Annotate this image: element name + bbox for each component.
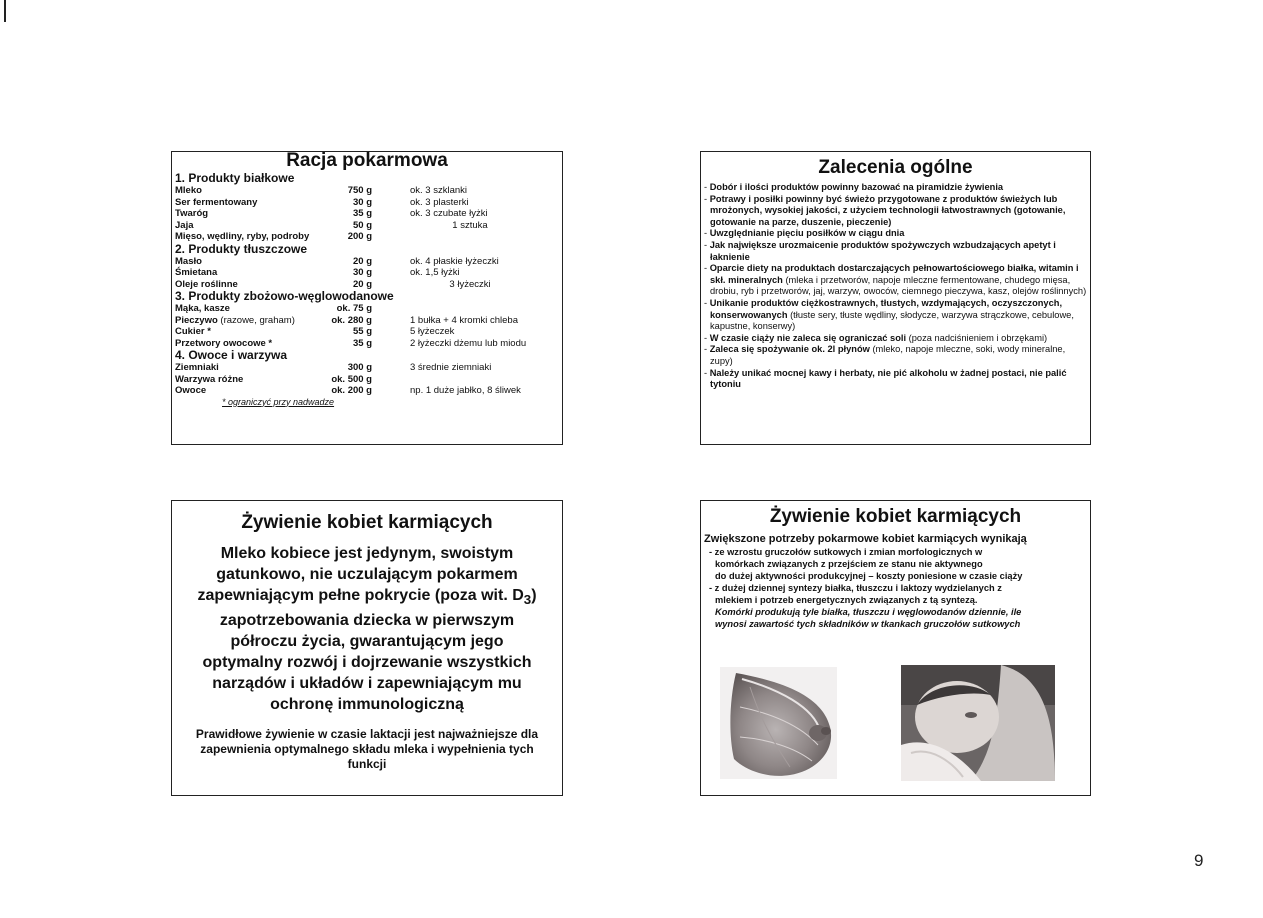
slide3-main-text	[172, 543, 562, 715]
food-name-text: Śmietana	[175, 267, 218, 278]
recommendation-item: - Oparcie diety na produktach dostarczających pełnowartościowego białka, witamin i skł. mineralnych (mleka i przetworów, napoje mleczne fermentowane, chudego mięsa, drobiu, ryb i przetworów, jaj, warzyw, owoców, ciemnego pieczywa, kasz, olejów roślinnych)	[704, 263, 1087, 297]
recommendation-bold: Uwzględnianie pięciu posiłków w ciągu dnia	[709, 228, 905, 239]
recommendation-detail: (mleko, napoje mleczne, soki, wody mineralne, zupy)	[710, 344, 1066, 366]
slide4-italic-line: Komórki produkują tyle białka, tłuszczu i węglowodanów dziennie, ile	[715, 607, 1022, 617]
food-name-text: Cukier *	[175, 326, 211, 337]
slide1-footnote: * ograniczyć przy nadwadze	[222, 396, 335, 407]
section-heading: 3. Produkty zbożowo-węglowodanowe	[175, 289, 394, 303]
food-row	[172, 231, 562, 243]
food-row	[172, 326, 562, 338]
food-portion-note: ok. 3 szklanki	[410, 185, 468, 196]
recommendation-bold: W czasie ciąży nie zaleca się ograniczać soli	[709, 332, 907, 343]
main-text-part2: ) zapotrzebowania dziecka w pierwszym półroczu życia, gwarantującym jego optymalny rozwój i dojrzewanie wszystkich narządów i układów i zapewniającym mu ochronę immunologiczną	[202, 587, 537, 714]
food-portion-note: np. 1 duże jabłko, 8 śliwek	[410, 385, 521, 396]
slide3-title: Żywienie kobiet karmiących	[241, 512, 493, 533]
main-text-subscript: 3	[523, 592, 532, 608]
slide4-title: Żywienie kobiet karmiących	[769, 506, 1022, 527]
food-name-text: Oleje roślinne	[175, 278, 238, 290]
food-portion-note: 3 łyżeczki	[449, 278, 491, 290]
food-name	[175, 208, 208, 220]
food-amount: ok. 200 g	[331, 385, 372, 396]
recommendation-detail: (mleka i przetworów, napoje mleczne fermentowane, chudego mięsa, drobiu, ryb i przetworów, jaj, warzyw, owoców, ciemnego pieczywa, kasz, olejów roślinnych)	[710, 274, 1087, 297]
food-portion-note: 1 sztuka	[452, 219, 488, 231]
breastfeeding-baby-image	[901, 665, 1055, 781]
food-row	[172, 185, 562, 197]
food-amount: 50 g	[352, 219, 372, 231]
food-name-text: Jaja	[175, 219, 194, 231]
recommendation-bold: Potrawy i posiłki powinny być świeżo przygotowane z produktów świeżych lub mrożonych, wysokiej jakości, z użyciem technologii łatwostrawnych (gotowanie, gotowanie na parze, duszenie, pieczenie)	[709, 193, 1066, 227]
slide4-italic-line: wynosi zawartość tych składników w tkankach gruczołów sutkowych	[715, 619, 1021, 629]
food-amount: 300 g	[347, 362, 372, 373]
slide4-line: komórkach związanych z przejściem ze stanu nie aktywnego	[715, 559, 983, 569]
slide-zywienie-potrzeby	[700, 500, 1091, 796]
food-name	[175, 185, 202, 197]
food-name-text: Mleko	[175, 185, 202, 196]
slide-zywienie-intro	[171, 500, 563, 796]
slide4-line: mlekiem i potrzeb energetycznych związanych z tą syntezą.	[715, 595, 978, 605]
recommendation-item: - Jak największe urozmaicenie produktów spożywczych wzbudzających apetyt i łaknienie	[704, 239, 1056, 262]
main-text-part1: Mleko kobiece jest jedynym, swoistym gatunkowo, nie uczulającym pokarmem zapewniającym pełne pokrycie (poza wit. D	[197, 545, 524, 604]
recommendation-item: - Uwzględnianie pięciu posiłków w ciągu dnia	[704, 228, 905, 239]
page-number: 9	[1194, 851, 1204, 870]
food-amount: 35 g	[352, 337, 372, 349]
recommendation-bold: Dobór i ilości produktów powinny bazować na piramidzie żywienia	[709, 182, 1004, 192]
recommendation-bold: Należy unikać mocnej kawy i herbaty, nie pić alkoholu w żadnej postaci, nie palić tytoniu	[709, 367, 1067, 390]
food-row	[172, 197, 562, 209]
food-portion-note: 1 bułka + 4 kromki chleba	[410, 314, 518, 326]
food-amount: 200 g	[347, 231, 372, 242]
section-heading: 2. Produkty tłuszczowe	[175, 241, 308, 256]
food-portion-note: ok. 1,5 łyżki	[410, 267, 460, 278]
recommendation-item: - Potrawy i posiłki powinny być świeżo przygotowane z produktów świeżych lub mrożonych, wysokiej jakości, z użyciem technologii łatwostrawnych (gotowanie, gotowanie na parze, duszenie, pieczenie)	[704, 193, 1066, 227]
food-row	[172, 338, 562, 350]
food-portion-note: 2 łyżeczki dżemu lub miodu	[410, 337, 527, 349]
food-name	[175, 326, 211, 338]
slide-zalecenia-ogolne	[700, 151, 1091, 445]
recommendation-detail: (tłuste sery, tłuste wędliny, słodycze, warzywa strączkowe, cebulowe, kapustne, konserwy)	[710, 309, 1074, 332]
food-amount: 35 g	[352, 208, 372, 219]
food-name	[175, 338, 272, 350]
food-name	[175, 231, 309, 243]
food-amount: 750 g	[347, 185, 372, 196]
food-amount: 55 g	[352, 326, 372, 337]
slide2-title: Zalecenia ogólne	[818, 157, 973, 178]
recommendation-detail: (poza nadciśnieniem i obrzękami)	[906, 332, 1048, 343]
recommendation-bold: Unikanie produktów ciężkostrawnych, tłustych, wzdymających, oczyszczonych, konserwowanych	[709, 297, 1063, 320]
food-name	[175, 374, 243, 386]
food-row	[172, 208, 562, 220]
food-name	[175, 362, 219, 374]
food-name-text: Warzywa różne	[175, 373, 244, 385]
slide3-sub-text: Prawidłowe żywienie w czasie laktacji jest najważniejsze dla zapewnienia optymalnego składu mleka i wypełnienia tych funkcji	[195, 727, 539, 772]
food-name-text: Masło	[175, 255, 202, 267]
food-portion-note: ok. 3 plasterki	[410, 196, 469, 208]
binder-mark	[4, 0, 6, 22]
food-amount: ok. 280 g	[331, 314, 372, 326]
food-name-text: Ser fermentowany	[175, 196, 258, 208]
section-heading: 4. Owoce i warzywa	[175, 348, 288, 362]
food-row	[172, 267, 562, 279]
food-name-text: Twaróg	[175, 208, 209, 219]
food-row	[172, 303, 562, 315]
food-name-text: Mąka, kasze	[175, 303, 230, 314]
food-row	[172, 220, 562, 232]
recommendation-item: - Unikanie produktów ciężkostrawnych, tłustych, wzdymających, oczyszczonych, konserwowanych (tłuste sery, tłuste wędliny, słodycze, warzywa strączkowe, cebulowe, kapustne, konserwy)	[704, 297, 1074, 332]
food-row	[172, 385, 562, 397]
recommendation-item: - Należy unikać mocnej kawy i herbaty, nie pić alkoholu w żadnej postaci, nie palić tytoniu	[704, 367, 1067, 390]
food-name-text: Owoce	[175, 385, 207, 396]
slide4-intro: Zwiększone potrzeby pokarmowe kobiet karmiących wynikają	[704, 533, 1027, 545]
food-name	[175, 256, 202, 268]
slide4-line: do dużej aktywności produkcyjnej – koszty poniesione w czasie ciąży	[715, 571, 1023, 581]
food-amount: 20 g	[352, 255, 372, 267]
slide4-line: - z dużej dziennej syntezy białka, tłuszczu i laktozy wydzielanych z	[709, 583, 1002, 593]
recommendation-item: - Dobór i ilości produktów powinny bazować na piramidzie żywienia	[704, 182, 1004, 192]
food-name-text: Przetwory owocowe *	[175, 337, 273, 349]
food-row	[172, 279, 562, 291]
section-heading: 1. Produkty białkowe	[175, 171, 295, 185]
food-amount: 20 g	[352, 278, 372, 290]
food-name-text: Pieczywo	[175, 314, 218, 326]
food-name	[175, 315, 295, 327]
food-portion-note: ok. 3 czubate łyżki	[410, 208, 488, 219]
food-ration-table	[172, 172, 562, 397]
food-name	[175, 197, 257, 209]
recommendation-item: - W czasie ciąży nie zaleca się ograniczać soli (poza nadciśnieniem i obrzękami)	[704, 332, 1048, 343]
recommendation-bold: Oparcie diety na produktach dostarczających pełnowartościowego białka, witamin i skł. mineralnych	[709, 263, 1079, 285]
food-amount: ok. 500 g	[331, 373, 372, 385]
food-name	[175, 220, 194, 232]
food-name	[175, 385, 206, 397]
food-row	[172, 256, 562, 268]
food-row	[172, 315, 562, 327]
slide4-line: - ze wzrostu gruczołów sutkowych i zmian morfologicznych w	[709, 547, 983, 557]
food-name	[175, 267, 217, 279]
food-name-text: Ziemniaki	[175, 362, 219, 373]
food-name-text: Mięso, wędliny, ryby, podroby	[175, 231, 310, 242]
food-amount: ok. 75 g	[336, 303, 372, 314]
food-portion-note: 3 średnie ziemniaki	[410, 362, 492, 373]
recommendation-list	[701, 182, 1090, 391]
food-amount: 30 g	[352, 196, 372, 208]
food-amount: 30 g	[352, 267, 372, 278]
food-portion-note: 5 łyżeczek	[410, 326, 455, 337]
slide-racja-pokarmowa	[171, 151, 563, 445]
recommendation-item: - Zaleca się spożywanie ok. 2l płynów (mleko, napoje mleczne, soki, wody mineralne, zupy)	[704, 344, 1066, 366]
food-row	[172, 362, 562, 374]
food-portion-note: ok. 4 płaskie łyżeczki	[410, 255, 499, 267]
food-name-note: (razowe, graham)	[217, 314, 295, 326]
food-name	[175, 279, 238, 291]
food-row	[172, 374, 562, 386]
recommendation-bold: Jak największe urozmaicenie produktów spożywczych wzbudzających apetyt i łaknienie	[709, 239, 1056, 262]
slide1-title: Racja pokarmowa	[286, 151, 448, 171]
recommendation-bold: Zaleca się spożywanie ok. 2l płynów	[709, 344, 870, 355]
food-name	[175, 303, 230, 315]
breast-anatomy-image	[720, 667, 837, 779]
